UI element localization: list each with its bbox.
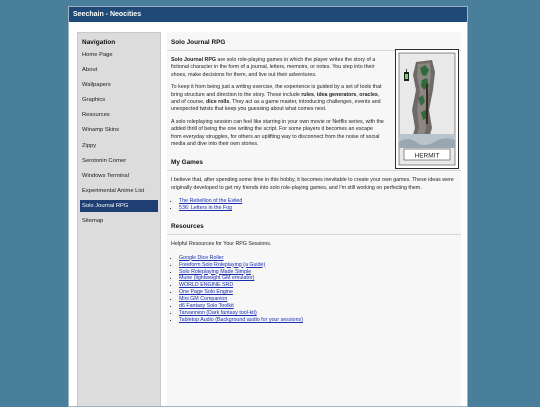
resource-link-d6-fantasy[interactable]: d6 Fantasy Solo Toolkit [179,303,234,310]
session-paragraph: A solo roleplaying session can feel like starring in your own movie or Netflix series, with the added thrill of being the one writing the script. For some players it becomes an escape from everyday struggles, for others an uplifting way to disconnect from the noise of social media and dive into their own stories. [171,118,384,148]
tools-bold-oracles: oracles [359,91,378,98]
list-item [179,205,461,212]
sidebar-item-graphics[interactable]: Graphics [82,97,106,104]
sidebar-item-wallpapers[interactable]: Wallpapers [82,82,111,89]
tools-bold-dice-rolls: dice rolls [206,99,230,106]
card-caption: HERMIT [414,152,440,160]
resource-link-mini-gm[interactable]: Mini GM Companion [179,296,228,303]
game-link-rebellion[interactable]: The Rebellion of the Exiled [179,198,243,205]
resource-link-mune[interactable]: Mune (lightweight GM emulator) [179,275,255,282]
tools-text-3: , [356,91,360,98]
my-games-heading: My Games [167,152,461,171]
resource-link-solo-made-simple[interactable]: Solo Roleplaying Made Simple [179,268,252,275]
list-item [179,296,461,303]
window-title: Seechain - Neocities [69,7,467,22]
list-item [179,310,461,317]
tools-bold-idea-generators: idea generators [316,91,357,98]
my-games-list [167,198,461,212]
sidebar-item-winamp-skins[interactable]: Winamp Skins [82,127,120,134]
list-item [179,269,461,276]
list-item [179,275,461,282]
tools-text-1: To keep it from being just a writing exercise, the experience is guided by a set of tools that bring structure and direction to the story. These include [171,84,382,98]
resource-link-tarvannion[interactable]: Tarvannion (Dark fantasy tool-kit) [179,310,257,317]
my-games-paragraph: I believe that, after spending some time in this hobby, it becomes inevitable to create your own games. These ideas were originally developed to get my friends into solo role-playing games, and I'm still working on perfecting them. [171,177,454,191]
intro-paragraph [171,57,385,79]
sidebar-item-serotonin-corner[interactable]: Serotonin Corner [82,157,127,164]
tools-bold-rules: rules [301,91,314,98]
tools-text-2: , [313,91,317,98]
list-item [179,303,461,310]
resources-list [167,255,461,325]
hermit-card-illustration [395,49,459,169]
list-item [179,255,461,262]
sidebar-item-experimental-anime-list[interactable]: Experimental Anime List [82,187,145,194]
resource-link-google-dice-roller[interactable]: Google Dice Roller [179,254,224,261]
sidebar-item-solo-journal-rpg[interactable]: Solo Journal RPG [80,200,158,212]
sidebar-navigation [77,32,161,407]
sidebar-item-home[interactable]: Home Page [82,52,113,58]
resource-link-one-page-solo[interactable]: One Page Solo Engine [179,289,233,296]
browser-window [68,6,468,407]
resource-link-world-engine[interactable]: WORLD ENGINE SRD [179,282,234,289]
tools-text-5: . They act as a game master, introducing challenges, events and unexpected twists that keep you guessing about what comes next. [171,99,381,113]
sidebar-heading: Navigation [82,39,116,46]
hermit-card-art [396,50,458,168]
sidebar-item-zippy[interactable]: Zippy [82,142,97,149]
resource-link-tabletop-audio[interactable]: Tabletop Audio (Background audio for your sessions) [179,317,303,324]
sidebar-item-resources[interactable]: Resources [82,112,110,119]
resources-heading: Resources [167,216,461,235]
list-item [179,198,461,205]
tools-paragraph [171,84,385,114]
list-item [179,289,461,296]
page-title: Solo Journal RPG [167,32,461,51]
game-link-536-letters[interactable]: 536: Letters in the Fog [179,205,233,212]
tools-text-4: , and of course, [171,91,380,106]
sidebar-item-sitemap[interactable]: Sitemap [82,218,104,225]
list-item [179,262,461,269]
intro-text: are solo role-playing games in which the player writes the story of a fictional character in the form of a journal, letters, memoirs, or notes. You step into their shoes, make decisions for them, and live out their adventures. [171,57,376,78]
resources-paragraph: Helpful Resources for Your RPG Sessions. [171,241,272,248]
resource-link-freeform-solo[interactable]: Freeform Solo Roleplaying (a Guide) [179,261,266,268]
list-item [179,282,461,289]
list-item [179,317,461,324]
main-content [167,32,461,407]
sidebar-item-about[interactable]: About [82,67,98,74]
sidebar-item-windows-terminal[interactable]: Windows Terminal [82,172,129,179]
intro-strong: Solo Journal RPG [171,57,217,63]
